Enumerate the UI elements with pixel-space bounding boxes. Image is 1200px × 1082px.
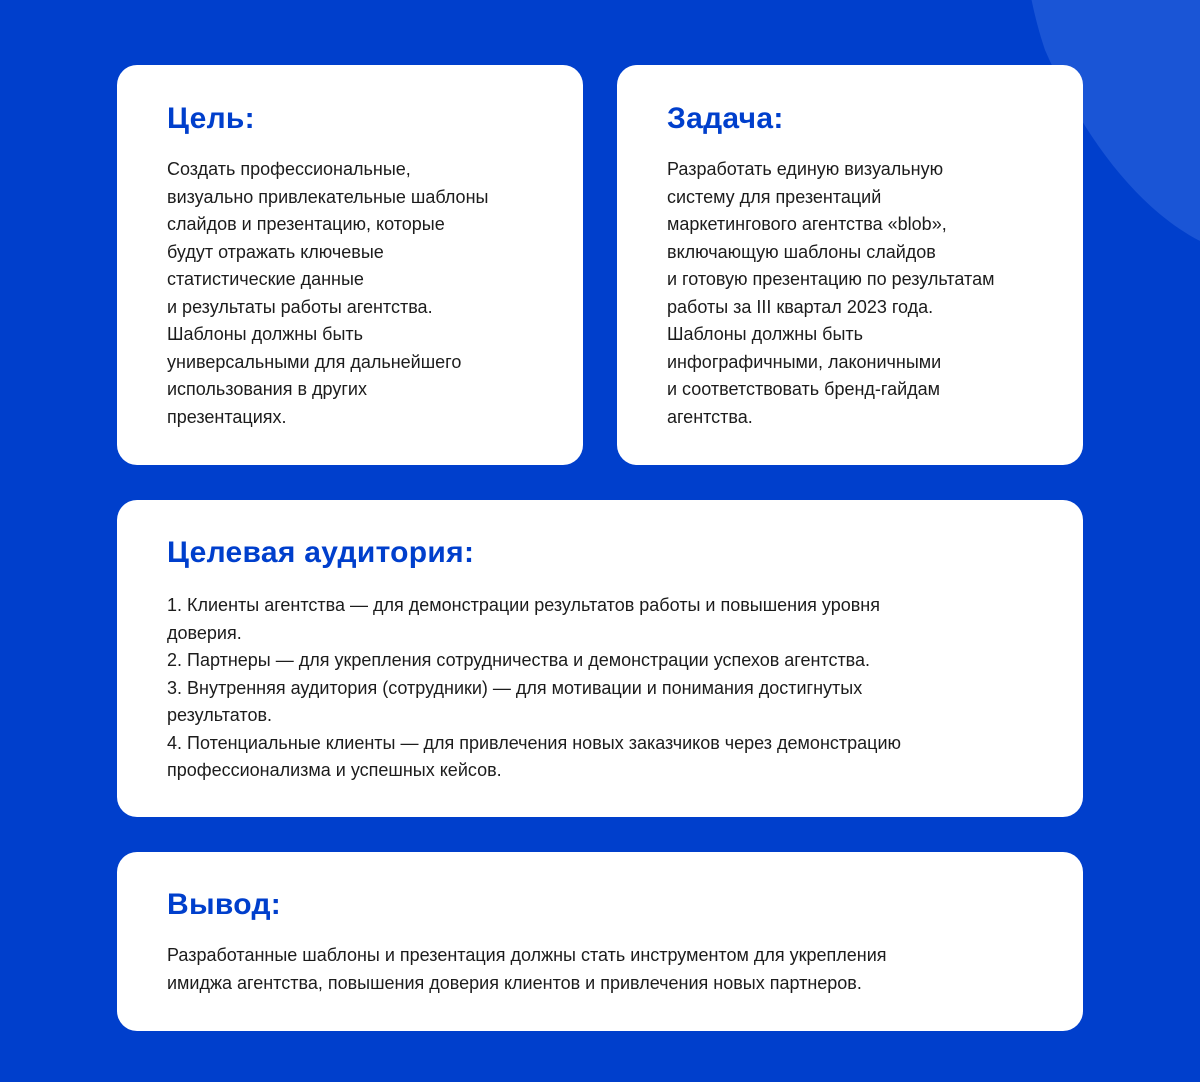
task-line: Шаблоны должны быть	[667, 324, 864, 344]
task-line: маркетингового агентства «blob»,	[667, 214, 947, 234]
conclusion-title: Вывод:	[167, 888, 282, 921]
audience-item-1: 1. Клиенты агентства — для демонстрации результатов работы и повышения уровня	[167, 595, 880, 615]
goal-line: универсальными для дальнейшего	[167, 351, 462, 372]
goal-line: Создать профессиональные,	[167, 159, 411, 179]
audience-item-3-cont: результатов.	[167, 705, 273, 725]
task-line: и соответствовать бренд-гайдам	[667, 379, 941, 399]
task-line: включающую шаблоны слайдов	[667, 241, 936, 262]
audience-title: Целевая аудитория:	[167, 536, 475, 569]
goal-title: Цель:	[167, 102, 255, 135]
audience-card	[117, 500, 1083, 817]
audience-item-3: 3. Внутренняя аудитория (сотрудники) — для мотивации и понимания достигнутых	[167, 677, 863, 698]
task-line: агентства.	[667, 406, 753, 427]
audience-item-4: 4. Потенциальные клиенты — для привлечения новых заказчиков через демонстрацию	[167, 732, 902, 753]
task-title: Задача:	[667, 102, 784, 135]
task-text	[667, 156, 994, 431]
goal-line: презентациях.	[167, 406, 287, 427]
task-line: инфографичными, лаконичными	[667, 351, 942, 372]
conclusion-text	[167, 942, 887, 997]
conclusion-line: Разработанные шаблоны и презентация должны стать инструментом для укрепления	[167, 945, 887, 965]
goal-line: статистические данные	[167, 269, 364, 289]
goal-line: Шаблоны должны быть	[167, 324, 364, 344]
goal-line: и результаты работы агентства.	[167, 296, 433, 317]
conclusion-card	[117, 852, 1083, 1031]
goal-line: слайдов и презентацию, которые	[167, 214, 445, 234]
goal-line: будут отражать ключевые	[167, 241, 384, 262]
task-line: и готовую презентацию по результатам	[667, 269, 995, 289]
audience-list	[167, 592, 901, 785]
audience-item-2: 2. Партнеры — для укрепления сотрудничества и демонстрации успехов агентства.	[167, 650, 871, 670]
goal-line: использования в других	[167, 379, 367, 399]
task-line: систему для презентаций	[667, 186, 882, 207]
conclusion-line: имиджа агентства, повышения доверия клиентов и привлечения новых партнеров.	[167, 972, 862, 993]
goal-line: визуально привлекательные шаблоны	[167, 186, 489, 207]
audience-item-1-cont: доверия.	[167, 622, 242, 643]
task-line: работы за III квартал 2023 года.	[667, 296, 934, 317]
task-card	[617, 65, 1083, 465]
goal-text	[167, 156, 488, 431]
task-line: Разработать единую визуальную	[667, 159, 944, 179]
goal-card	[117, 65, 583, 465]
audience-item-4-cont: профессионализма и успешных кейсов.	[167, 760, 502, 780]
